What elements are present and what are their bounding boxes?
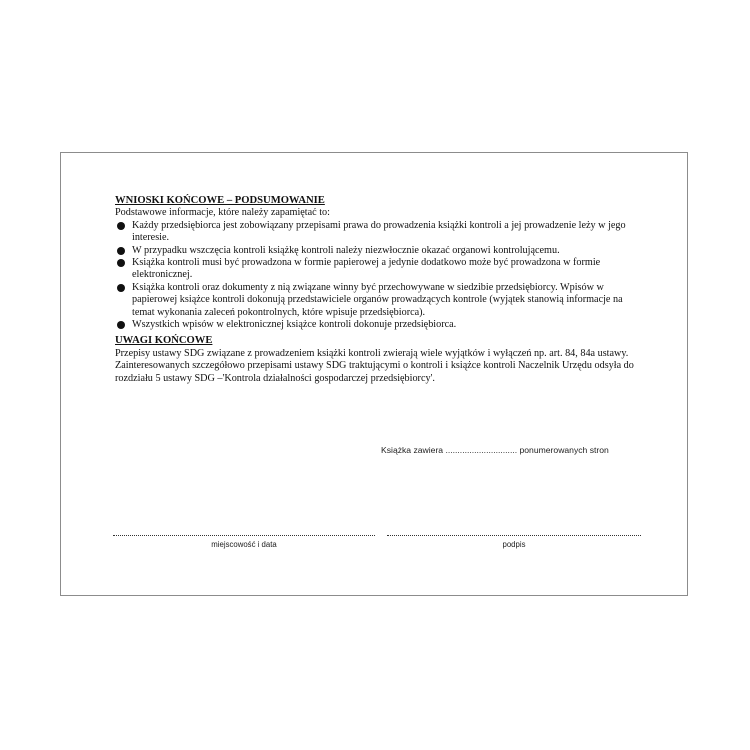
- bullet-icon: [117, 259, 125, 267]
- bullet-text: Wszystkich wpisów w elektronicznej książce kontroli dokonuje przedsiębiorca.: [132, 319, 457, 331]
- pages-count-line: Książka zawiera .............................. ponumerowanych stron: [381, 445, 609, 455]
- bullet-text: Książka kontroli oraz dokumenty z nią związane winny być przechowywane w siedzibie przedsiębiorcy. Wpisów w papierowej książce kontroli dokonują przedstawiciele organów prowadzących kontrole (wyjątek stanowią informacje na temat wykonania zaleceń pokontrolnych, które wpisuje przedsiębiorca).: [132, 281, 623, 318]
- list-item: [115, 257, 645, 282]
- remarks-heading: UWAGI KOŃCOWE: [115, 335, 213, 347]
- summary-intro: Podstawowe informacje, które należy zapamiętać to:: [115, 207, 330, 219]
- signature-label: podpis: [502, 540, 526, 549]
- bullet-icon: [117, 222, 125, 230]
- place-date-dotted-line: [113, 535, 375, 536]
- bullet-icon: [117, 247, 125, 255]
- summary-heading: WNIOSKI KOŃCOWE – PODSUMOWANIE: [115, 195, 325, 206]
- document-page: [60, 152, 688, 596]
- bullet-text: W przypadku wszczęcia kontroli książkę kontroli należy niezwłocznie okazać organowi kontrolującemu.: [132, 244, 560, 256]
- list-item: [115, 220, 645, 245]
- document-content: [115, 195, 645, 385]
- bullet-icon: [117, 321, 125, 329]
- list-item: [115, 319, 645, 331]
- bullet-text: Każdy przedsiębiorca jest zobowiązany przepisami prawa do prowadzenia książki kontroli a jej prowadzenie leży w jego interesie.: [132, 219, 626, 244]
- remarks-text: Przepisy ustawy SDG związane z prowadzeniem książki kontroli zwierają wiele wyjątków i wyłączeń np. art. 84, 84a ustawy. Zainteresowanych szczegółowo przepisami ustawy SDG traktującymi o kontroli i książce kontroli Naczelnik Urzędu odsyła do rozdziału 5 ustawy SDG –'Kontrola działalności gospodarczej przedsiębiorcy'.: [115, 347, 634, 384]
- place-date-field: [113, 535, 375, 549]
- bullet-icon: [117, 284, 125, 292]
- list-item: [115, 282, 645, 319]
- signature-field: [387, 535, 641, 549]
- place-date-label: miejscowość i data: [211, 540, 277, 549]
- signature-dotted-line: [387, 535, 641, 536]
- bullet-text: Książka kontroli musi być prowadzona w formie papierowej a jedynie dodatkowo może być prowadzona w formie elektronicznej.: [132, 257, 601, 281]
- list-item: [115, 245, 645, 257]
- summary-bullet-list: [115, 220, 645, 332]
